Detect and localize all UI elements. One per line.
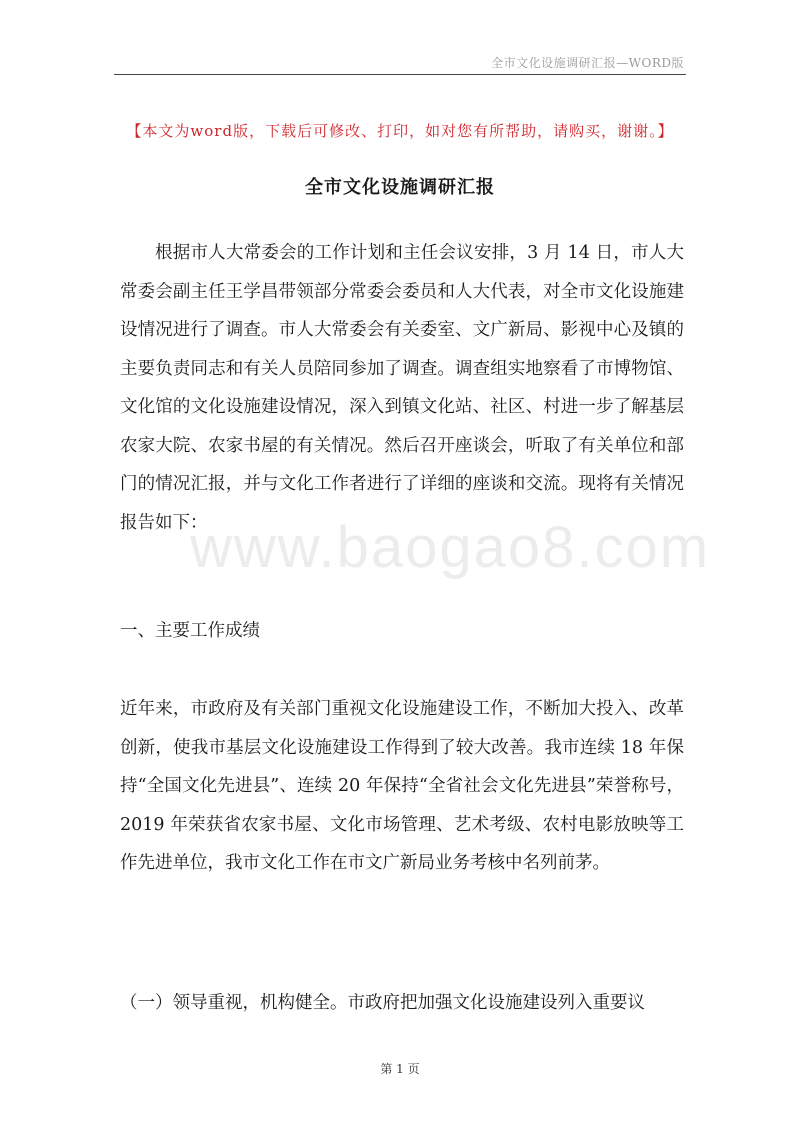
page-number: 第 1 页: [380, 1062, 420, 1076]
intro-paragraph: 根据市人大常委会的工作计划和主任会议安排，3 月 14 日，市人大常委会副主任王学昌带领部分常委会委员和人大代表，对全市文化设施建设情况进行了调查。市人大常委会有关委室、文广新局、影视中心及镇的主要负责同志和有关人员陪同参加了调查。调查组实地察看了市博物馆、文化馆的文化设施建设情况，深入到镇文化站、社区、村进一步了解基层农家大院、农家书屋的有关情况。然后召开座谈会，听取了有关单位和部门的情况汇报，并与文化工作者进行了详细的座谈和交流。现将有关情况报告如下：: [120, 243, 684, 533]
achievements-paragraph: 近年来，市政府及有关部门重视文化设施建设工作，不断加大投入、改革创新，使我市基层文化设施建设工作得到了较大改善。我市连续 18 年保持“全国文化先进县”、连续 20 年保持“全省社会文化先进县”荣誉称号，2019 年荣获省农家书屋、文化市场管理、艺术考级、农村电影放映等工作先进单位，我市文化工作在市文广新局业务考核中名列前茅。: [120, 699, 684, 873]
watermark: www.baogao8.com: [190, 515, 711, 580]
document-title: 全市文化设施调研汇报: [305, 177, 495, 198]
purchase-notice: 【本文为word版，下载后可修改、打印，如对您有所帮助，请购买，谢谢。】: [126, 122, 674, 140]
section-heading: 一、主要工作成绩: [120, 621, 260, 641]
page-header-text: 全市文化设施调研汇报—WORD版: [491, 56, 684, 70]
subsection-paragraph: （一）领导重视，机构健全。市政府把加强文化设施建设列入重要议: [120, 993, 645, 1013]
header-divider: [114, 74, 686, 75]
